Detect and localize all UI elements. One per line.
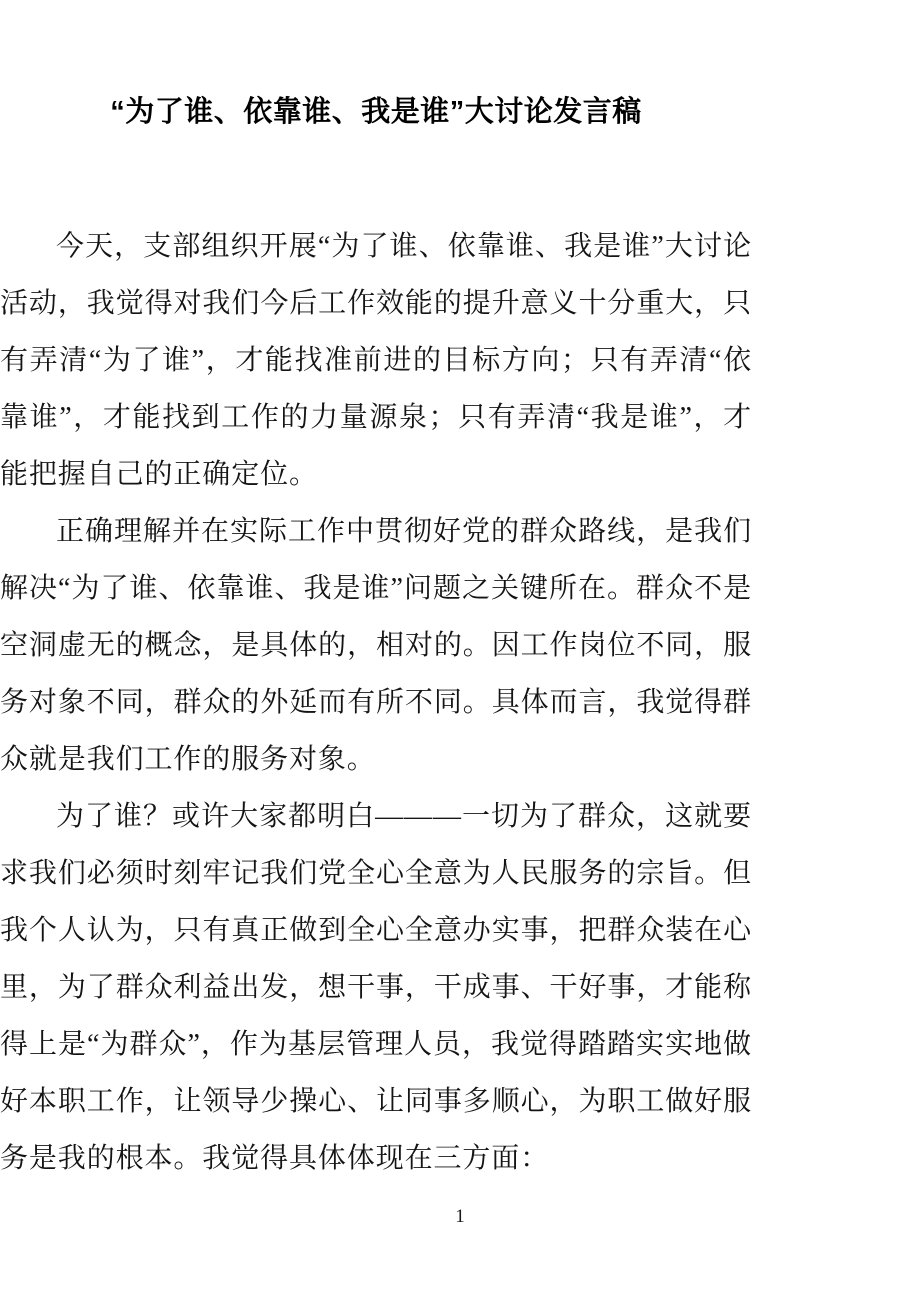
- paragraph: 为了谁？或许大家都明白———一切为了群众，这就要求我们必须时刻牢记我们党全心全意为人民服务的宗旨。但我个人认为，只有真正做到全心全意办实事，把群众装在心里，为了群众利益出发，想干事，干成事、干好事，才能称得上是“为群众”，作为基层管理人员，我觉得踏踏实实地做好本职工作，让领导少操心、让同事多顺心，为职工做好服务是我的根本。我觉得具体体现在三方面：: [0, 801, 752, 1174]
- page-number: 1: [455, 1206, 465, 1227]
- paragraph: 正确理解并在实际工作中贯彻好党的群众路线，是我们解决“为了谁、依靠谁、我是谁”问题之关键所在。群众不是空洞虚无的概念，是具体的，相对的。因工作岗位不同，服务对象不同，群众的外延而有所不同。具体而言，我觉得群众就是我们工作的服务对象。: [0, 516, 752, 775]
- page-title: “为了谁、依靠谁、我是谁”大讨论发言稿: [110, 96, 642, 128]
- paragraph: 今天，支部组织开展“为了谁、依靠谁、我是谁”大讨论活动，我觉得对我们今后工作效能的提升意义十分重大，只有弄清“为了谁”，才能找准前进的目标方向；只有弄清“依靠谁”，才能找到工作的力量源泉；只有弄清“我是谁”，才能把握自己的正确定位。: [0, 231, 752, 490]
- document-body: [0, 218, 752, 1187]
